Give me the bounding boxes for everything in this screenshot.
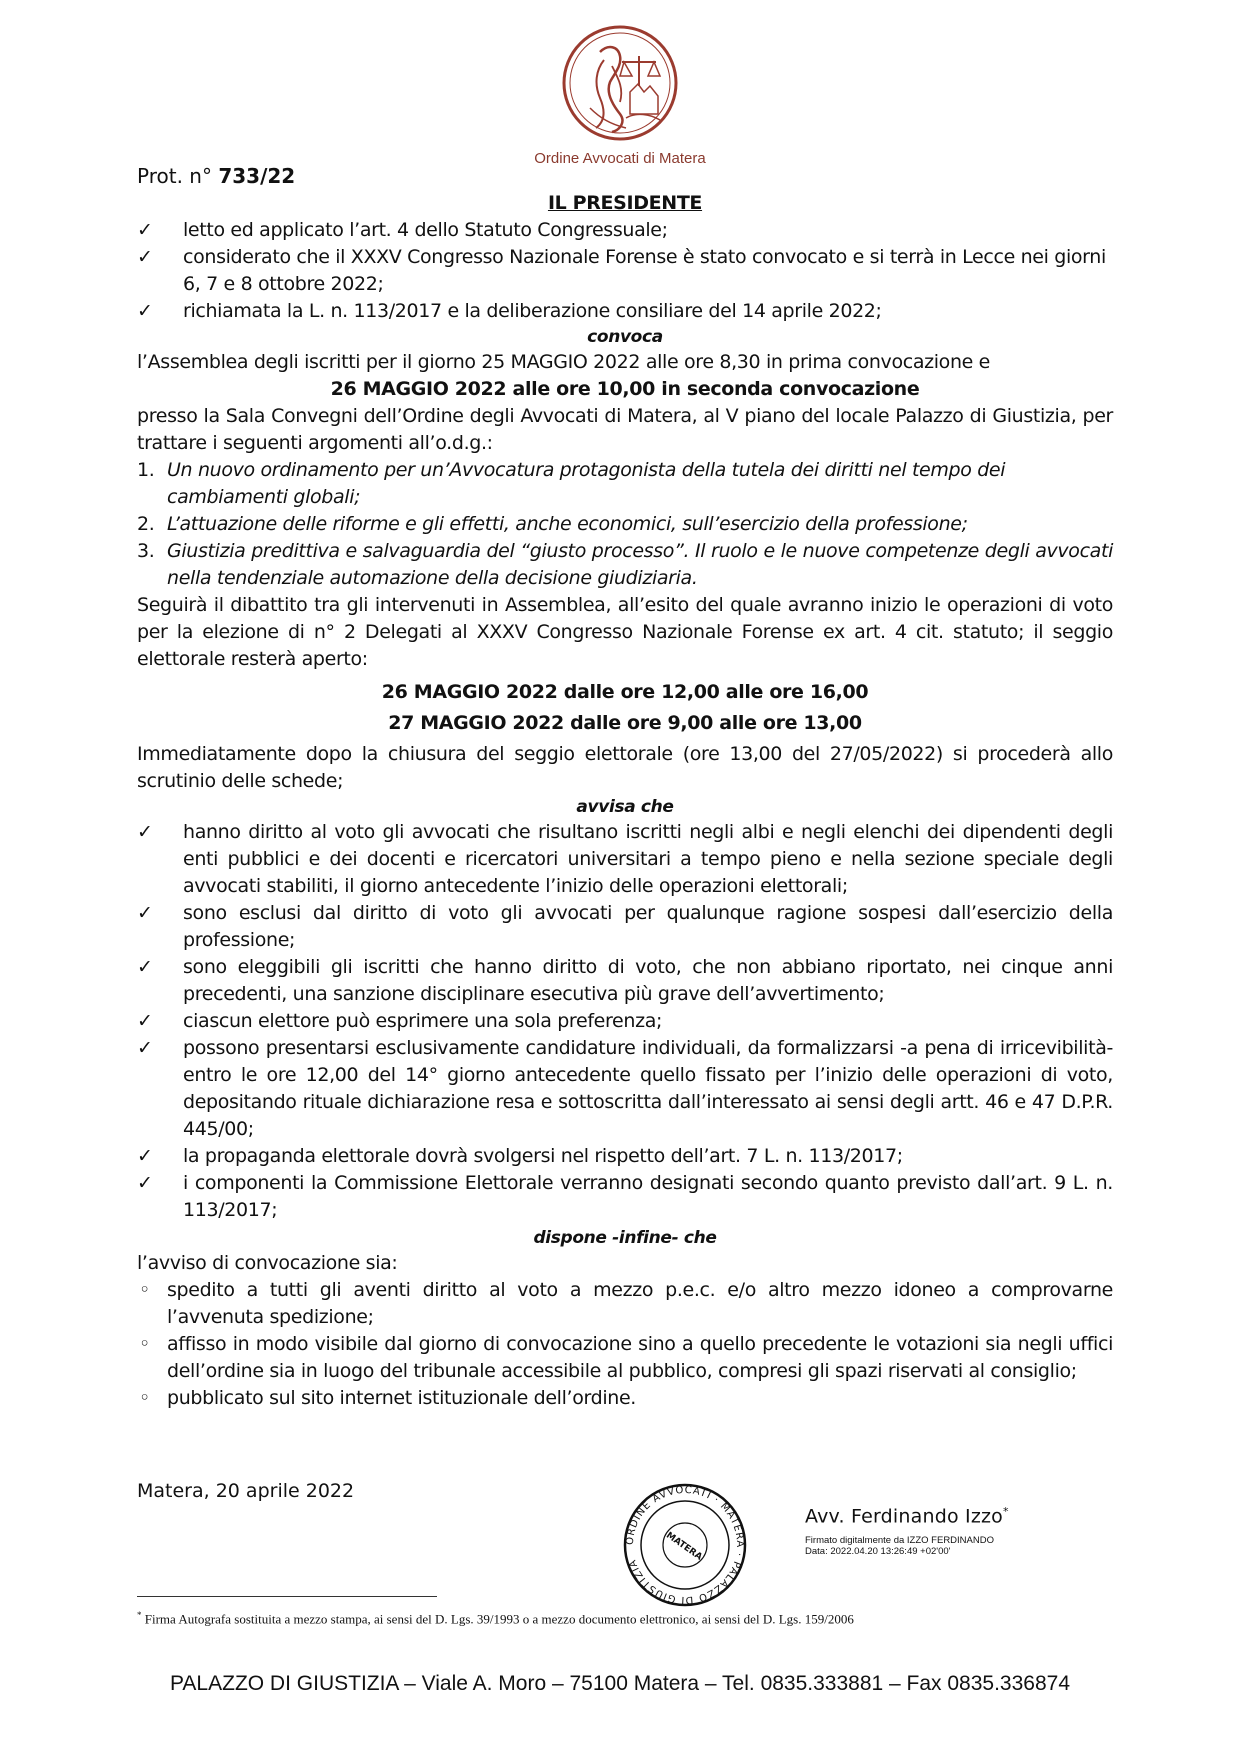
circle-bullet-icon: ◦ (139, 1333, 150, 1355)
list-item: ✓ considerato che il XXXV Congresso Nazionale Forense è stato convocato e si terrà in Lecce nei giorni 6, 7 e 8 ottobre 2022; (137, 246, 1106, 295)
agenda-item: 2. L’attuazione delle riforme e gli effetti, anche economici, sull’esercizio della professione; (137, 513, 968, 535)
list-item: ◦ affisso in modo visibile dal giorno di convocazione sino a quello precedente le votazioni sia negli uffici dell’ordine sia in luogo del tribunale accessibile al pubblico, compresi gli spazi riservati al consiglio; (139, 1333, 1113, 1382)
list-item: ◦ spedito a tutti gli aventi diritto al voto a mezzo p.e.c. e/o altro mezzo idoneo a comprovarne l’avvenuta spedizione; (139, 1279, 1113, 1328)
circle-bullet-icon: ◦ (139, 1279, 150, 1301)
list-item: ✓ possono presentarsi esclusivamente candidature individuali, da formalizzarsi -a pena di irricevibilità- entro le ore 12,00 del 14° giorno antecedente quello fissato per l’inizio delle operazioni di voto, depositando rituale dichiarazione resa e sottoscritta dall’interessato ai sensi degli artt. 46 e 47 D.P.R. 445/00; (137, 1037, 1113, 1140)
justice-emblem-icon (560, 22, 680, 144)
convoca-first-call: l’Assemblea degli iscritti per il giorno 25 MAGGIO 2022 alle ore 8,30 in prima convocazione e (137, 351, 991, 373)
list-item: ✓ ciascun elettore può esprimere una sola preferenza; (137, 1008, 1113, 1035)
list-item: ✓ la propaganda elettorale dovrà svolgersi nel rispetto dell’art. 7 L. n. 113/2017; (137, 1143, 1113, 1170)
footnote-divider (137, 1596, 437, 1597)
dispone-list (137, 1277, 1113, 1412)
scrutinio-paragraph: Immediatamente dopo la chiusura del seggio elettorale (ore 13,00 del 27/05/2022) si procederà allo scrutinio delle schede; (137, 743, 1113, 792)
convoca-location: presso la Sala Convegni dell’Ordine degli Avvocati di Matera, al V piano del locale Palazzo di Giustizia, per trattare i seguenti argomenti all’o.d.g.: (137, 405, 1113, 454)
check-icon: ✓ (137, 1010, 153, 1032)
order-logo (520, 22, 720, 172)
agenda-item: 3. Giustizia predittiva e salvaguardia del “giusto processo”. Il ruolo e le nuove competenze degli avvocati nella tendenziale automazione della decisione giudiziaria. (137, 540, 1113, 589)
list-item: ✓ hanno diritto al voto gli avvocati che risultano iscritti negli albi e negli elenchi dei dipendenti degli enti pubblici e dei docenti e ricercatori universitari a tempo pieno e nella sezione speciale degli avvocati stabiliti, il giorno antecedente l’inizio delle operazioni elettorali; (137, 821, 1113, 897)
agenda-item: 1. Un nuovo ordinamento per un’Avvocatura protagonista della tutela dei diritti nel tempo dei cambiamenti globali; (137, 459, 1006, 508)
list-item: ✓ sono esclusi dal diritto di voto gli avvocati per qualunque ragione sospesi dall’esercizio della professione; (137, 902, 1113, 951)
dispone-intro: l’avviso di convocazione sia: (137, 1252, 398, 1274)
digital-signature-date: Data: 2022.04.20 13:26:49 +02'00' (805, 1546, 951, 1558)
place-date: Matera, 20 aprile 2022 (137, 1480, 355, 1502)
avvisa-list (137, 819, 1113, 1224)
list-item: ✓ sono eleggibili gli iscritti che hanno diritto di voto, che non abbiano riportato, nei cinque anni precedenti, una sanzione disciplinare esecutiva più grave dell’avvertimento; (137, 956, 1113, 1005)
list-item: ✓ i componenti la Commissione Elettorale verranno designati secondo quanto previsto dall’art. 9 L. n. 113/2017; (137, 1172, 1113, 1221)
protocol-line (137, 164, 295, 188)
check-icon: ✓ (137, 1145, 153, 1167)
logo-caption: Ordine Avvocati di Matera (534, 150, 706, 167)
list-item: ◦ pubblicato sul sito internet istituzionale dell’ordine. (137, 1385, 1113, 1412)
check-icon: ✓ (137, 219, 153, 241)
svg-text:MATERA: MATERA (664, 1530, 704, 1563)
list-item: ✓ letto ed applicato l’art. 4 dello Statuto Congressuale; (137, 217, 1113, 244)
convoca-heading: convoca (587, 327, 663, 347)
check-icon: ✓ (137, 956, 153, 978)
svg-text:ORDINE AVVOCATI · MATERA · PAL: ORDINE AVVOCATI · MATERA · PALAZZO DI GIUSTIZIA (624, 1484, 746, 1606)
document-title: IL PRESIDENTE (547, 192, 703, 214)
dispone-heading: dispone -infine- che (533, 1228, 717, 1248)
digital-signature-line: Firmato digitalmente da IZZO FERDINANDO (805, 1535, 994, 1547)
voting-intro: Seguirà il dibattito tra gli intervenuti in Assemblea, all’esito del quale avranno inizio le operazioni di voto per la elezione di n° 2 Delegati al XXXV Congresso Nazionale Forense ex art. 4 cit. statuto; il seggio elettorale resterà aperto: (137, 594, 1113, 670)
check-icon: ✓ (137, 300, 153, 322)
document-body (137, 190, 1113, 1412)
page-footer: PALAZZO DI GIUSTIZIA – Viale A. Moro – 75100 Matera – Tel. 0835.333881 – Fax 0835.336874 (169, 1672, 1071, 1695)
signature-block (805, 1505, 1009, 1557)
voting-date: 27 MAGGIO 2022 dalle ore 9,00 alle ore 13,00 (388, 712, 862, 734)
check-icon: ✓ (137, 1037, 153, 1059)
protocol-number: 733/22 (218, 164, 296, 188)
check-icon: ✓ (137, 902, 153, 924)
agenda-list (137, 457, 1113, 592)
official-stamp (620, 1480, 750, 1610)
premises-list (137, 217, 1113, 325)
protocol-label: Prot. n° (137, 164, 212, 188)
check-icon: ✓ (137, 821, 153, 843)
convoca-second-call: 26 MAGGIO 2022 alle ore 10,00 in seconda convocazione (330, 378, 920, 400)
avvisa-heading: avvisa che (576, 797, 674, 817)
check-icon: ✓ (137, 246, 153, 268)
list-item: ✓ richiamata la L. n. 113/2017 e la deliberazione consiliare del 14 aprile 2022; (137, 298, 1113, 325)
circle-bullet-icon: ◦ (139, 1387, 150, 1409)
signatory-name: Avv. Ferdinando Izzo* (805, 1505, 1009, 1528)
voting-date: 26 MAGGIO 2022 dalle ore 12,00 alle ore 16,00 (381, 681, 869, 703)
check-icon: ✓ (137, 1172, 153, 1194)
footnote: * Firma Autografa sostituita a mezzo stampa, ai sensi del D. Lgs. 39/1993 o a mezzo documento elettronico, ai sensi del D. Lgs. 159/2006 (137, 1610, 854, 1627)
